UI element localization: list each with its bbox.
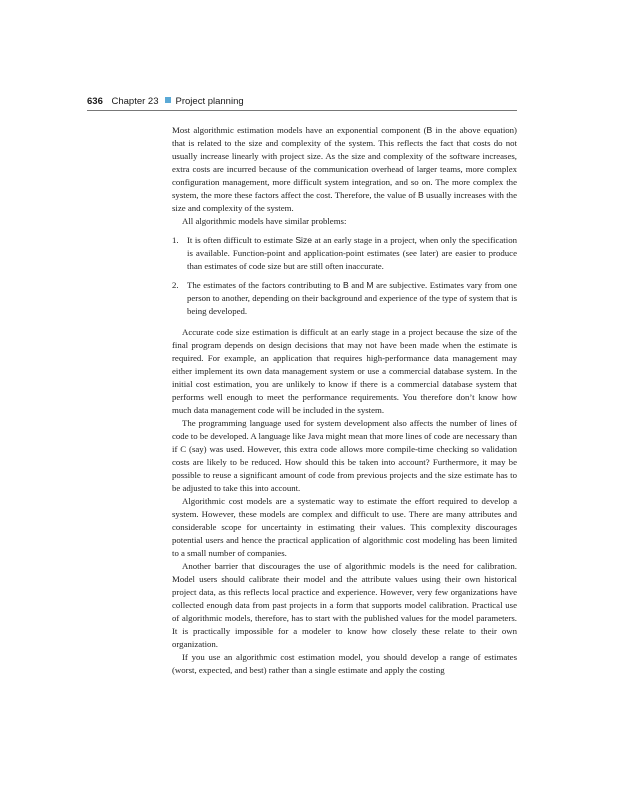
square-bullet-icon: [165, 97, 171, 103]
list-item: 2. The estimates of the factors contributing to B and M are subjective. Estimates vary from one person to another, depending on their background and experience of the type of system that is being developed.: [172, 280, 517, 316]
list-item: 1. It is often difficult to estimate Size at an early stage in a project, when only the specification is available. Function-point and application-point estimates (see later) are easier to produce than estimates of code size but are still often inaccurate.: [172, 235, 517, 271]
paragraph-5: Algorithmic cost models are a systematic way to estimate the effort required to develop a system. However, these models are complex and difficult to use. There are many attributes and considerable scope for uncertainty in estimating their values. This complexity discourages potential users and hence the practical application of algorithmic cost modeling has been limited to a small number of companies.: [172, 496, 517, 558]
running-header: [87, 96, 517, 107]
paragraph-2: All algorithmic models have similar problems:: [182, 216, 347, 226]
paragraph-3: Accurate code size estimation is difficult at an early stage in a project because the size of the final program depends on design decisions that may not have been made when the estimate is required. For example, an application that requires high-performance data management may either implement its own data management system or use a commercial database system. In the initial cost estimation, you are unlikely to know if there is a commercial database system that performs well enough to meet the performance requirements. You therefore don’t know how much data management code will be included in the system.: [172, 327, 517, 415]
section-title: Project planning: [175, 96, 244, 107]
paragraph-6: Another barrier that discourages the use of algorithmic models is the need for calibration. Model users should calibrate their model and the attribute values using their own historical project data, as this reflects local practice and experience. However, very few organizations have collected enough data from past projects in a form that supports model calibration. Practical use of algorithmic models, therefore, has to start with the published values for the model parameters. It is practically impossible for a modeler to know how closely these relate to their own organization.: [172, 561, 517, 649]
page-number: 636: [87, 96, 103, 107]
chapter-label: Chapter 23: [111, 96, 159, 107]
paragraph-1: Most algorithmic estimation models have an exponential component (B in the above equation) that is related to the size and complexity of the system. This reflects the fact that costs do not usually increase linearly with project size. As the size and complexity of the software increases, extra costs are incurred because of the communication overhead of larger teams, more complex configuration management, more difficult system integration, and so on. The more complex the system, the more these factors affect the cost. Therefore, the value of B usually increases with the size and complexity of the system.: [172, 125, 517, 213]
header-rule: [87, 110, 517, 111]
problem-list: [172, 234, 517, 318]
page-body: [172, 124, 517, 677]
paragraph-4: The programming language used for system development also affects the number of lines of code to be developed. A language like Java might mean that more lines of code are necessary than if C (say) was used. However, this extra code allows more compile-time checking so validation costs are likely to be reduced. How should this be taken into account? Furthermore, it may be possible to reuse a significant amount of code from previous projects and the size estimate has to be adjusted to take this into account.: [172, 418, 517, 493]
paragraph-7: If you use an algorithmic cost estimation model, you should develop a range of estimates (worst, expected, and best) rather than a single estimate and apply the costing: [172, 652, 517, 675]
